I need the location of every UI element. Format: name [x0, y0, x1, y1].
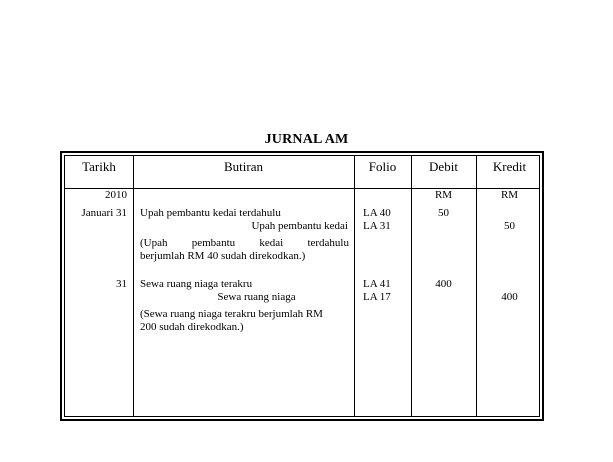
entry-credit-amount: 400: [501, 291, 518, 303]
entry-folio-credit: LA 17: [363, 291, 391, 303]
entry-folio-debit: LA 40: [363, 207, 391, 219]
entry-narration-line1: (Sewa ruang niaga terakru berjumlah RM: [140, 308, 323, 320]
header-butiran: Butiran: [224, 159, 263, 174]
entry-folio-credit: LA 31: [363, 220, 391, 232]
debit-currency: RM: [434, 189, 453, 201]
header-tarikh: Tarikh: [82, 159, 116, 174]
entry-debit-account: Sewa ruang niaga terakru: [140, 278, 253, 290]
journal-table-inner: [64, 155, 540, 417]
entry-debit-account: Upah pembantu kedai terdahulu: [140, 207, 281, 219]
entry-credit-amount: 50: [504, 220, 515, 232]
column-divider: [133, 156, 134, 416]
entry-debit-amount: 50: [438, 207, 449, 219]
year-label: 2010: [105, 189, 127, 201]
entry-credit-account: Sewa ruang niaga: [217, 291, 296, 303]
entry-date: 31: [116, 278, 127, 290]
header-debit: Debit: [429, 159, 458, 174]
header-kredit: Kredit: [492, 159, 527, 174]
entry-folio-debit: LA 41: [363, 278, 391, 290]
journal-title: JURNAL AM: [264, 132, 349, 147]
entry-credit-account: Upah pembantu kedai: [251, 220, 348, 232]
entry-narration-line2: berjumlah RM 40 sudah direkodkan.): [140, 250, 306, 262]
header-folio: Folio: [368, 159, 397, 174]
entry-date: Januari 31: [81, 207, 127, 219]
kredit-currency: RM: [500, 189, 519, 201]
entry-narration-line1: (Upah pembantu kedai terdahulu: [140, 237, 349, 249]
entry-debit-amount: 400: [435, 278, 452, 290]
journal-table: [60, 151, 544, 421]
entry-narration-line2: 200 sudah direkodkan.): [140, 321, 244, 333]
column-divider: [354, 156, 355, 416]
